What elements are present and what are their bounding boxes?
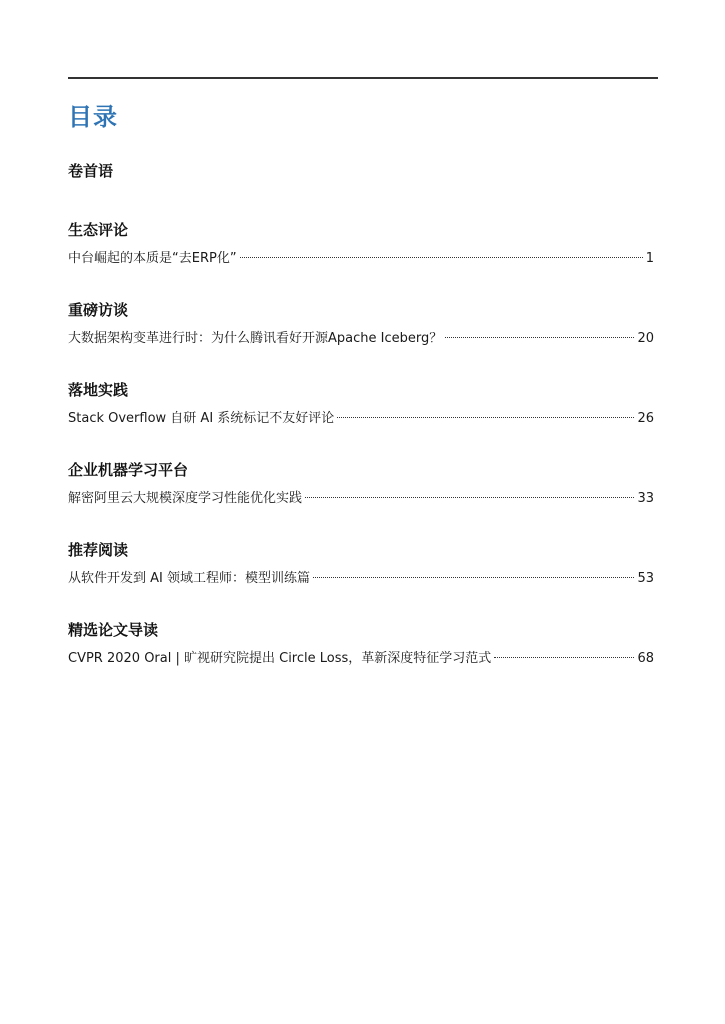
- toc-entry-page[interactable]: 33: [637, 491, 654, 506]
- toc-section-ecosystem-review: [68, 219, 654, 269]
- toc-section-recommended: [68, 539, 654, 589]
- toc-entry[interactable]: [68, 249, 654, 269]
- toc-entry-title[interactable]: Stack Overflow 自研 AI 系统标记不友好评论: [68, 411, 335, 426]
- toc-entry[interactable]: [68, 649, 654, 669]
- toc-entry-page[interactable]: 26: [637, 411, 654, 426]
- toc-entry-page[interactable]: 68: [637, 651, 654, 666]
- section-heading: 重磅访谈: [68, 301, 129, 319]
- toc-section-practice: [68, 379, 654, 429]
- toc-entry-page[interactable]: 1: [645, 251, 654, 266]
- dot-leader: [240, 257, 643, 258]
- section-heading: 卷首语: [68, 162, 114, 180]
- toc-entry-title[interactable]: 中台崛起的本质是“去ERP化”: [68, 251, 237, 266]
- header-rule: [68, 77, 658, 79]
- toc-section-ml-platform: [68, 459, 654, 509]
- toc-section-interview: [68, 299, 654, 349]
- toc-section-paper-reading: [68, 619, 654, 669]
- section-heading: 落地实践: [68, 381, 129, 399]
- toc-entry-title[interactable]: 大数据架构变革进行时：为什么腾讯看好开源Apache Iceberg？: [68, 331, 443, 346]
- section-heading: 精选论文导读: [68, 621, 159, 639]
- toc-entry[interactable]: [68, 569, 654, 589]
- toc-section-preface: [68, 160, 654, 182]
- section-heading: 企业机器学习平台: [68, 461, 189, 479]
- toc-entry-page[interactable]: 20: [637, 331, 654, 346]
- toc-entry[interactable]: [68, 489, 654, 509]
- toc-entry-title[interactable]: 从软件开发到 AI 领域工程师：模型训练篇: [68, 571, 310, 586]
- toc-entry[interactable]: [68, 409, 654, 429]
- dot-leader: [445, 337, 634, 338]
- toc-entry-title[interactable]: CVPR 2020 Oral | 旷视研究院提出 Circle Loss，革新深度特征学习范式: [68, 651, 492, 666]
- section-heading: 生态评论: [68, 221, 129, 239]
- dot-leader: [494, 657, 634, 658]
- toc-entry[interactable]: [68, 329, 654, 349]
- toc-title: 目录: [68, 103, 118, 131]
- toc-entry-page[interactable]: 53: [637, 571, 654, 586]
- dot-leader: [305, 497, 634, 498]
- dot-leader: [337, 417, 634, 418]
- dot-leader: [313, 577, 634, 578]
- toc-entry-title[interactable]: 解密阿里云大规模深度学习性能优化实践: [68, 491, 303, 506]
- section-heading: 推荐阅读: [68, 541, 129, 559]
